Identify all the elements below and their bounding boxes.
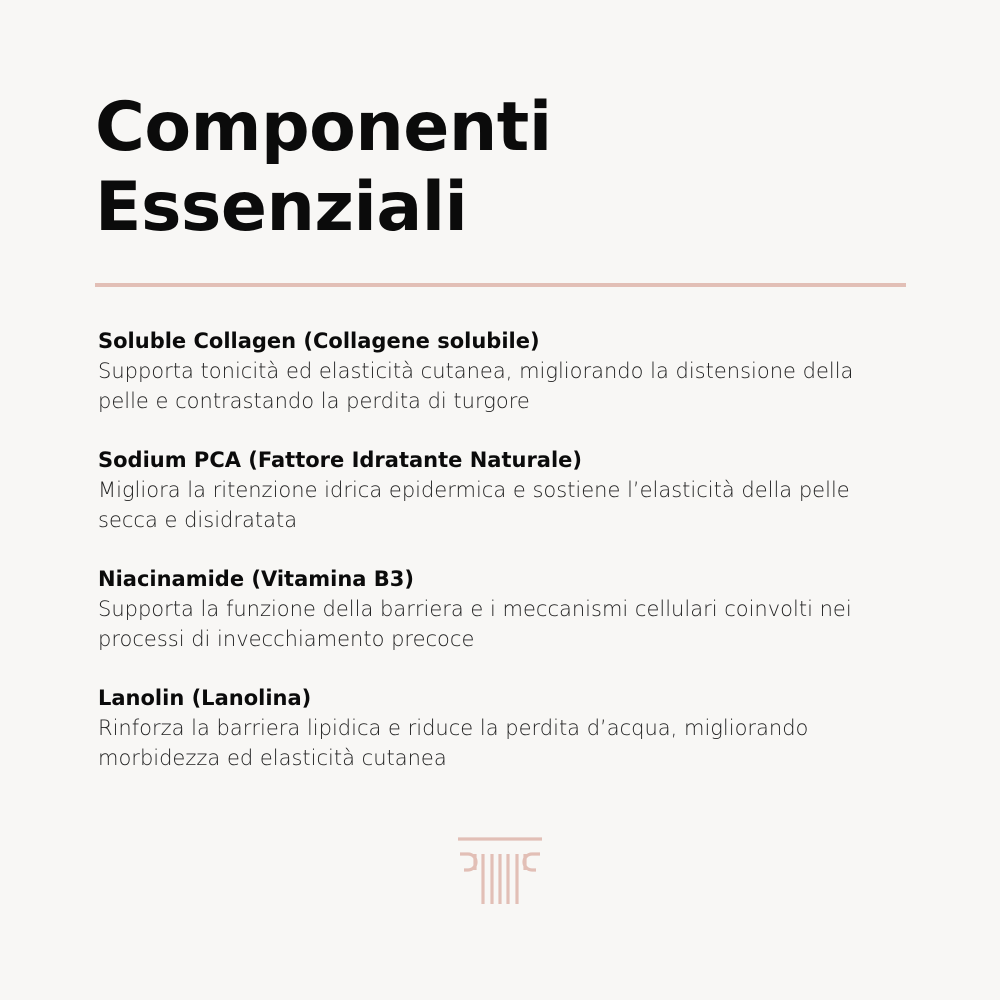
ingredient-list bbox=[98, 326, 918, 802]
column-logo-icon bbox=[456, 836, 544, 908]
page-title-line-1: Componenti bbox=[95, 88, 552, 167]
list-item bbox=[98, 326, 918, 416]
list-item bbox=[98, 564, 918, 654]
ingredient-name: Lanolin (Lanolina) bbox=[98, 686, 312, 710]
ingredient-name: Niacinamide (Vitamina B3) bbox=[98, 567, 414, 591]
list-item bbox=[98, 683, 918, 773]
ingredient-name: Soluble Collagen (Collagene solubile) bbox=[98, 329, 540, 353]
ingredient-description: Rinforza la barriera lipidica e riduce la perdita d’acqua, migliorando morbidezza ed elasticità cutanea bbox=[98, 716, 809, 770]
page-title-line-2: Essenziali bbox=[95, 168, 468, 247]
ingredient-description: Supporta la funzione della barriera e i meccanismi cellulari coinvolti nei processi di invecchiamento precoce bbox=[98, 597, 852, 651]
title-divider bbox=[95, 283, 906, 287]
page-title bbox=[95, 88, 895, 248]
list-item bbox=[98, 445, 918, 535]
ingredient-name: Sodium PCA (Fattore Idratante Naturale) bbox=[98, 448, 583, 472]
ingredient-description: Migliora la ritenzione idrica epidermica e sostiene l’elasticità della pelle secca e disidratata bbox=[98, 478, 850, 532]
ingredient-description: Supporta tonicità ed elasticità cutanea, migliorando la distensione della pelle e contrastando la perdita di turgore bbox=[98, 359, 854, 413]
